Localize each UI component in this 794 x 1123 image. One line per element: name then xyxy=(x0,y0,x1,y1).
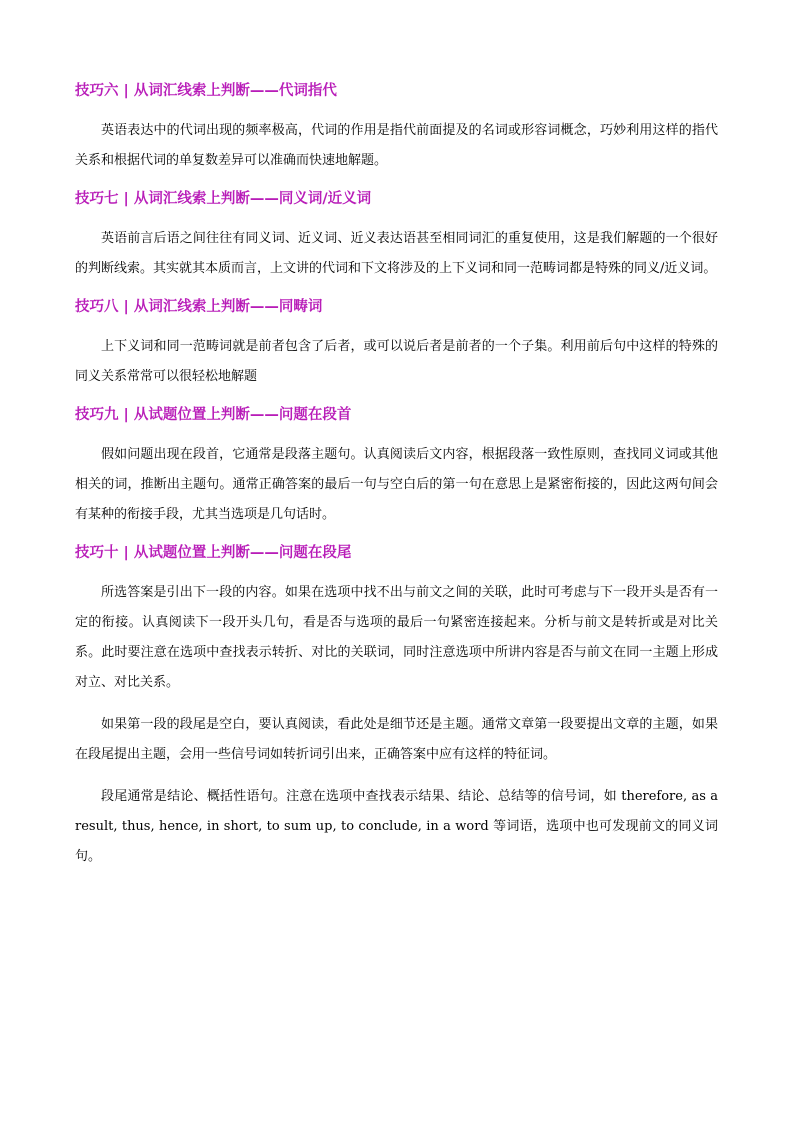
section-tip-10 xyxy=(75,542,718,872)
section-tip-7 xyxy=(75,188,718,284)
section-heading: 技巧六 | 从词汇线索上判断——代词指代 xyxy=(75,83,337,99)
section-tip-9 xyxy=(75,404,718,530)
section-paragraph: 所选答案是引出下一段的内容。如果在选项中找不出与前文之间的关联，此时可考虑与下一段开头是否有一定的衔接。认真阅读下一段开头几句，看是否与选项的最后一句紧密连接起来。分析与前文是转折或是对比关系。此时要注意在选项中查找表示转折、对比的关联词，同时注意选项中所讲内容是否与前文在同一主题上形成对立、对比关系。 xyxy=(75,585,718,690)
section-heading: 技巧十 | 从试题位置上判断——问题在段尾 xyxy=(75,545,352,561)
section-heading: 技巧九 | 从试题位置上判断——问题在段首 xyxy=(75,407,352,423)
section-tip-6 xyxy=(75,80,718,176)
section-paragraph: 假如问题出现在段首，它通常是段落主题句。认真阅读后文内容，根据段落一致性原则，查找同义词或其他相关的词，推断出主题句。通常正确答案的最后一句与空白后的第一句在意思上是紧密衔接的，因此这两句间会有某种的衔接手段，尤其当选项是几句话时。 xyxy=(75,447,718,522)
section-paragraph: 段尾通常是结论、概括性语句。注意在选项中查找表示结果、结论、总结等的信号词，如 therefore, as a result, thus, hence, in short, to sum up, to conclude, in a word 等词语，选项中也可发现前文的同义词句。 xyxy=(75,789,718,864)
section-heading: 技巧八 | 从词汇线索上判断——同畴词 xyxy=(75,299,323,315)
section-paragraph: 如果第一段的段尾是空白，要认真阅读，看此处是细节还是主题。通常文章第一段要提出文章的主题，如果在段尾提出主题，会用一些信号词如转折词引出来，正确答案中应有这样的特征词。 xyxy=(75,717,718,762)
section-paragraph: 英语前言后语之间往往有同义词、近义词、近义表达语甚至相同词汇的重复使用，这是我们解题的一个很好的判断线索。其实就其本质而言，上文讲的代词和下文将涉及的上下义词和同一范畴词都是特殊的同义/近义词。 xyxy=(75,231,718,276)
section-paragraph: 英语表达中的代词出现的频率极高，代词的作用是指代前面提及的名词或形容词概念，巧妙利用这样的指代关系和根据代词的单复数差异可以准确而快速地解题。 xyxy=(75,123,718,168)
document-content xyxy=(75,80,718,884)
section-heading: 技巧七 | 从词汇线索上判断——同义词/近义词 xyxy=(75,191,372,207)
section-tip-8 xyxy=(75,296,718,392)
section-paragraph: 上下义词和同一范畴词就是前者包含了后者，或可以说后者是前者的一个子集。利用前后句中这样的特殊的同义关系常常可以很轻松地解题 xyxy=(75,339,718,384)
